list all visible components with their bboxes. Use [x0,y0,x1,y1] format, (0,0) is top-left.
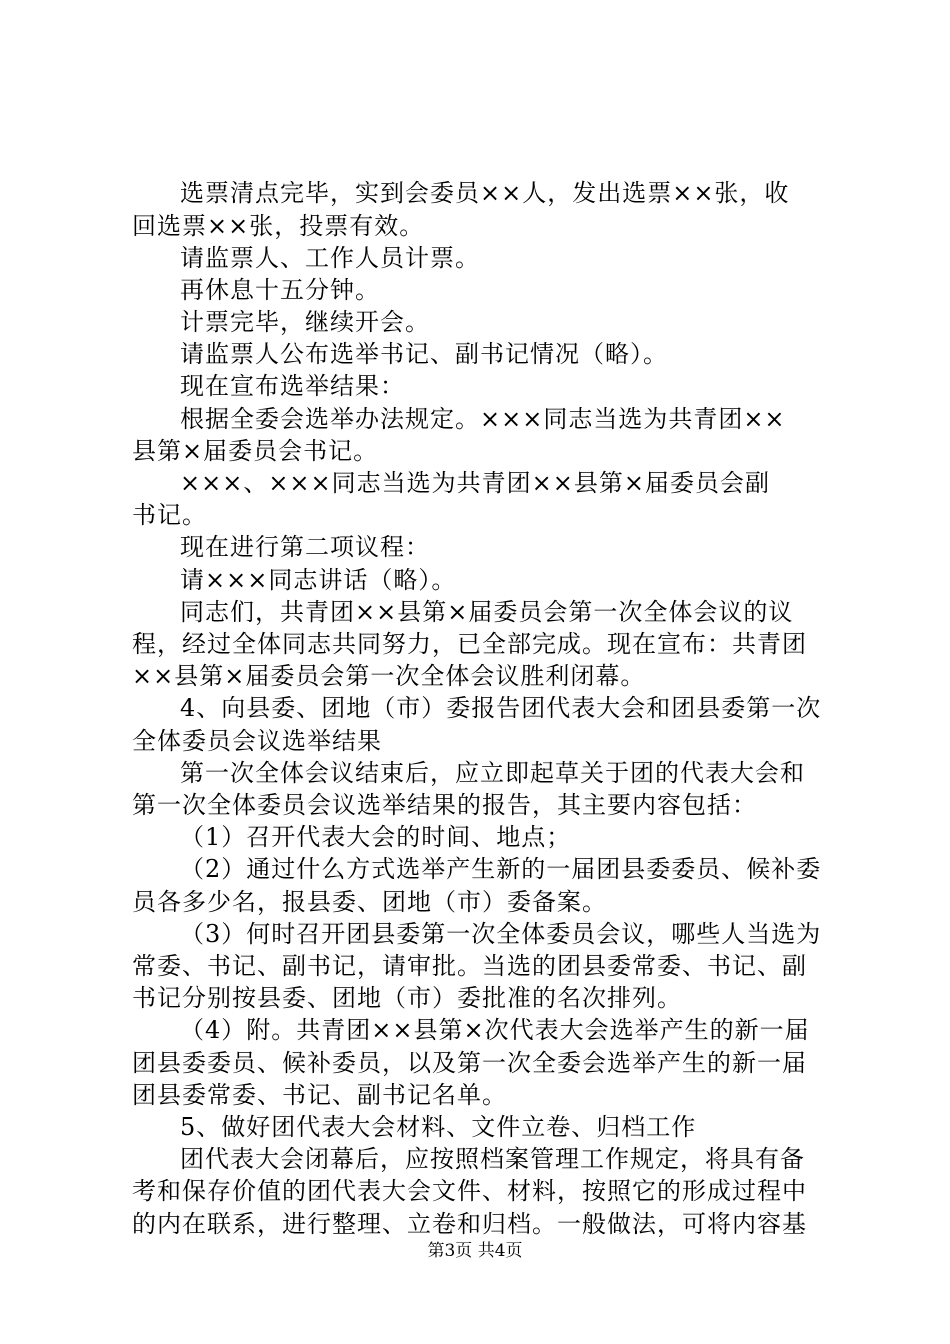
text-line: 计票完毕，继续开会。 [180,308,430,336]
list-item: （4）附。共青团××县第×次代表大会选举产生的新一届 [180,1016,810,1044]
section-heading: 全体委员会议选举结果 [132,727,382,755]
text-line: 回选票××张，投票有效。 [132,212,425,240]
text-line: 书记分别按县委、团地（市）委批准的名次排列。 [132,984,682,1012]
text-line: 常委、书记、副书记，请审批。当选的团县委常委、书记、副 [132,952,807,980]
text-line: 第一次全体委员会议选举结果的报告，其主要内容包括： [132,791,757,819]
text-line: 考和保存价值的团代表大会文件、材料，按照它的形成过程中 [132,1177,807,1205]
text-line: 同志们，共青团××县第×届委员会第一次全体会议的议 [180,598,794,626]
text-line: 程，经过全体同志共同努力，已全部完成。现在宣布：共青团 [132,630,807,658]
text-line: 再休息十五分钟。 [180,276,380,304]
list-item: （1）召开代表大会的时间、地点； [180,823,572,851]
list-item: （3）何时召开团县委第一次全体委员会议，哪些人当选为 [180,920,822,948]
page-number-footer: 第3页 共4页 [427,1241,523,1261]
text-line: 团县委常委、书记、副书记名单。 [132,1081,507,1109]
text-line: 员各多少名，报县委、团地（市）委备案。 [132,888,607,916]
list-item: （2）通过什么方式选举产生新的一届团县委委员、候补委 [180,855,822,883]
text-line: 的内在联系，进行整理、立卷和归档。一般做法，可将内容基 [132,1210,807,1238]
text-line: 团代表大会闭幕后，应按照档案管理工作规定，将具有备 [180,1145,805,1173]
text-line: 书记。 [132,501,207,529]
text-line: 请监票人、工作人员计票。 [180,244,480,272]
text-line: ××县第×届委员会第一次全体会议胜利闭幕。 [132,662,646,690]
text-line: 请×××同志讲话（略）。 [180,566,457,594]
section-heading: 4、向县委、团地（市）委报告团代表大会和团县委第一次 [180,694,822,722]
text-line: 现在宣布选举结果： [180,372,405,400]
text-line: 现在进行第二项议程： [180,533,430,561]
text-line: 请监票人公布选举书记、副书记情况（略）。 [180,340,668,368]
text-line: 第一次全体会议结束后，应立即起草关于团的代表大会和 [180,759,805,787]
text-line: 选票清点完毕，实到会委员××人，发出选票××张，收 [180,179,790,207]
text-line: 团县委委员、候补委员，以及第一次全委会选举产生的新一届 [132,1049,807,1077]
text-line: 根据全委会选举办法规定。×××同志当选为共青团×× [180,405,786,433]
section-heading: 5、做好团代表大会材料、文件立卷、归档工作 [180,1113,697,1141]
text-line: 县第×届委员会书记。 [132,437,379,465]
text-line: ×××、×××同志当选为共青团××县第×届委员会副 [180,469,770,497]
